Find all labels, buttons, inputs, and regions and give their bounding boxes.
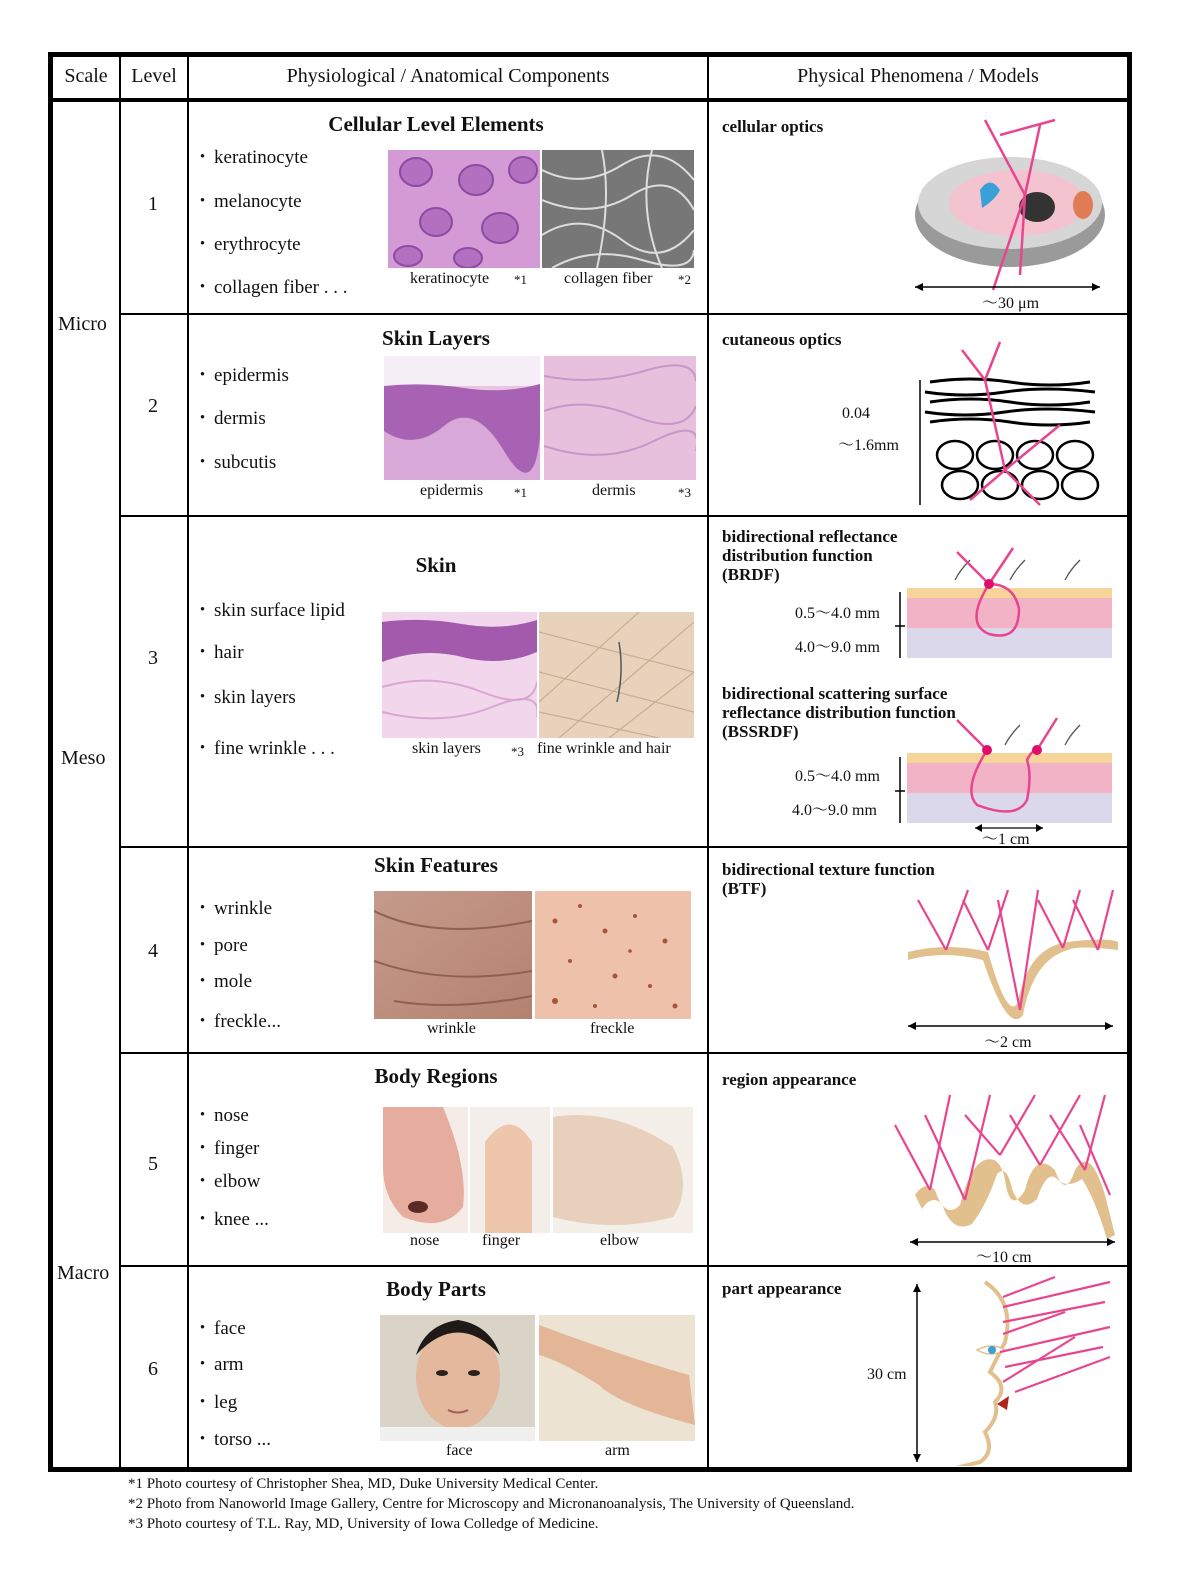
bssrdf-diagram xyxy=(895,710,1117,842)
row3-item: ・ skin surface lipid xyxy=(193,595,345,622)
caption-face: face xyxy=(446,1442,473,1459)
row3-item: ・ fine wrinkle . . . xyxy=(193,733,335,760)
footnote-1: *1 Photo courtesy of Christopher Shea, MD, Duke University Medical Center. xyxy=(128,1476,599,1492)
row4-item: ・ wrinkle xyxy=(193,893,272,920)
row1-item: ・ erythrocyte xyxy=(193,229,301,256)
dim-epidermis: 0.5～4.0 mm xyxy=(795,605,880,622)
row1-item: ・ melanocyte xyxy=(193,186,302,213)
row3-model-brdf: bidirectional reflectance distribution function (BRDF) xyxy=(722,527,898,584)
row6-item: ・ leg xyxy=(193,1387,237,1414)
row5-item: ・ elbow xyxy=(193,1166,260,1193)
brdf-diagram xyxy=(895,540,1117,662)
row5-item: ・ finger xyxy=(193,1133,259,1160)
dim-epidermis: 0.5～4.0 mm xyxy=(795,768,880,785)
caption-wrinkle: wrinkle xyxy=(427,1020,476,1037)
row2-model: cutaneous optics xyxy=(722,330,842,349)
row3-model-bssrdf: bidirectional scattering surface reflectance distribution function (BSSRDF) xyxy=(722,684,956,741)
row3-item: ・ hair xyxy=(193,637,244,664)
caption-keratinocyte: keratinocyte xyxy=(410,270,490,287)
scale-macro: Macro xyxy=(57,1262,110,1284)
arm-photo xyxy=(539,1315,695,1441)
row2-item: ・ dermis xyxy=(193,403,266,430)
row5-item: ・ nose xyxy=(193,1100,249,1127)
btf-diagram xyxy=(898,880,1123,1030)
collagen-fiber-photo xyxy=(542,150,694,268)
caption-ref: *1 xyxy=(514,272,527,287)
scale-meso: Meso xyxy=(61,747,106,769)
caption-fine-wrinkle: fine wrinkle and hair xyxy=(537,740,671,757)
header-phenomena: Physical Phenomena / Models xyxy=(797,65,1039,87)
keratinocyte-photo xyxy=(388,150,540,268)
cutaneous-optics-diagram xyxy=(910,340,1115,510)
caption-ref: *3 xyxy=(511,744,524,759)
caption-skin-layers: skin layers xyxy=(412,740,481,757)
dim-30cm: 30 cm xyxy=(867,1366,907,1383)
row1-item: ・ keratinocyte xyxy=(193,142,308,169)
row2-title: Skin Layers xyxy=(382,326,490,350)
row4-item: ・ freckle... xyxy=(193,1006,281,1033)
wrinkle-photo xyxy=(374,891,532,1019)
part-appearance-diagram xyxy=(905,1272,1120,1466)
caption-ref: *3 xyxy=(678,485,691,500)
dim-dermis: 4.0～9.0 mm xyxy=(795,639,880,656)
row5-title: Body Regions xyxy=(374,1064,498,1088)
face-photo xyxy=(380,1315,535,1441)
dim-dermis: 4.0～9.0 mm xyxy=(792,802,877,819)
caption-elbow: elbow xyxy=(600,1232,640,1249)
row4-title: Skin Features xyxy=(374,853,498,877)
dim-2cm: ～2 cm xyxy=(984,1034,1032,1051)
row4-model: bidirectional texture function (BTF) xyxy=(722,860,935,898)
region-appearance-diagram xyxy=(890,1085,1122,1257)
freckle-photo xyxy=(535,891,691,1019)
row6-item: ・ torso ... xyxy=(193,1424,271,1451)
row4-item: ・ mole xyxy=(193,966,252,993)
dim-30um: ～30 μm xyxy=(982,295,1040,312)
header-level: Level xyxy=(131,65,177,87)
caption-freckle: freckle xyxy=(590,1020,635,1037)
level-1: 1 xyxy=(148,193,158,215)
header-components: Physiological / Anatomical Components xyxy=(286,65,610,87)
nose-photo xyxy=(383,1107,468,1233)
row1-title: Cellular Level Elements xyxy=(328,112,544,136)
caption-collagen: collagen fiber xyxy=(564,270,653,287)
row3-item: ・ skin layers xyxy=(193,682,296,709)
row1-item: ・ collagen fiber . . . xyxy=(193,272,348,299)
row6-title: Body Parts xyxy=(386,1277,486,1301)
caption-arm: arm xyxy=(605,1442,630,1459)
row1-model: cellular optics xyxy=(722,117,824,136)
epidermis-photo xyxy=(384,356,540,480)
row2-item: ・ epidermis xyxy=(193,360,289,387)
level-5: 5 xyxy=(148,1153,158,1175)
header-scale: Scale xyxy=(64,65,108,87)
skin-layers-photo xyxy=(382,612,537,738)
row4-item: ・ pore xyxy=(193,930,248,957)
dim-10cm: ～10 cm xyxy=(976,1249,1032,1266)
elbow-photo xyxy=(553,1107,693,1233)
footnote-3: *3 Photo courtesy of T.L. Ray, MD, University of Iowa Colledge of Medicine. xyxy=(128,1516,599,1532)
caption-ref: *2 xyxy=(678,272,691,287)
row6-model: part appearance xyxy=(722,1279,842,1298)
level-4: 4 xyxy=(148,940,158,962)
row6-item: ・ face xyxy=(193,1313,246,1340)
dermis-photo xyxy=(544,356,696,480)
dim-0-04: 0.04 xyxy=(842,405,870,422)
caption-nose: nose xyxy=(410,1232,440,1249)
row2-item: ・ subcutis xyxy=(193,447,276,474)
dim-1cm: ～1 cm xyxy=(982,831,1030,848)
level-2: 2 xyxy=(148,395,158,417)
cellular-optics-diagram xyxy=(905,115,1115,310)
dim-1-6mm: ～1.6mm xyxy=(838,437,899,454)
level-3: 3 xyxy=(148,647,158,669)
caption-epidermis: epidermis xyxy=(420,482,484,499)
row5-model: region appearance xyxy=(722,1070,857,1089)
row6-item: ・ arm xyxy=(193,1349,244,1376)
caption-dermis: dermis xyxy=(592,482,636,499)
fine-wrinkle-photo xyxy=(539,612,694,738)
caption-finger: finger xyxy=(482,1232,521,1249)
scale-micro: Micro xyxy=(58,313,107,335)
row3-title: Skin xyxy=(415,553,457,577)
level-6: 6 xyxy=(148,1358,158,1380)
caption-ref: *1 xyxy=(514,485,527,500)
finger-photo xyxy=(470,1107,550,1233)
row5-item: ・ knee ... xyxy=(193,1204,269,1231)
footnote-2: *2 Photo from Nanoworld Image Gallery, Centre for Microscopy and Micronanoanalysis, The University of Queensland. xyxy=(128,1496,855,1512)
